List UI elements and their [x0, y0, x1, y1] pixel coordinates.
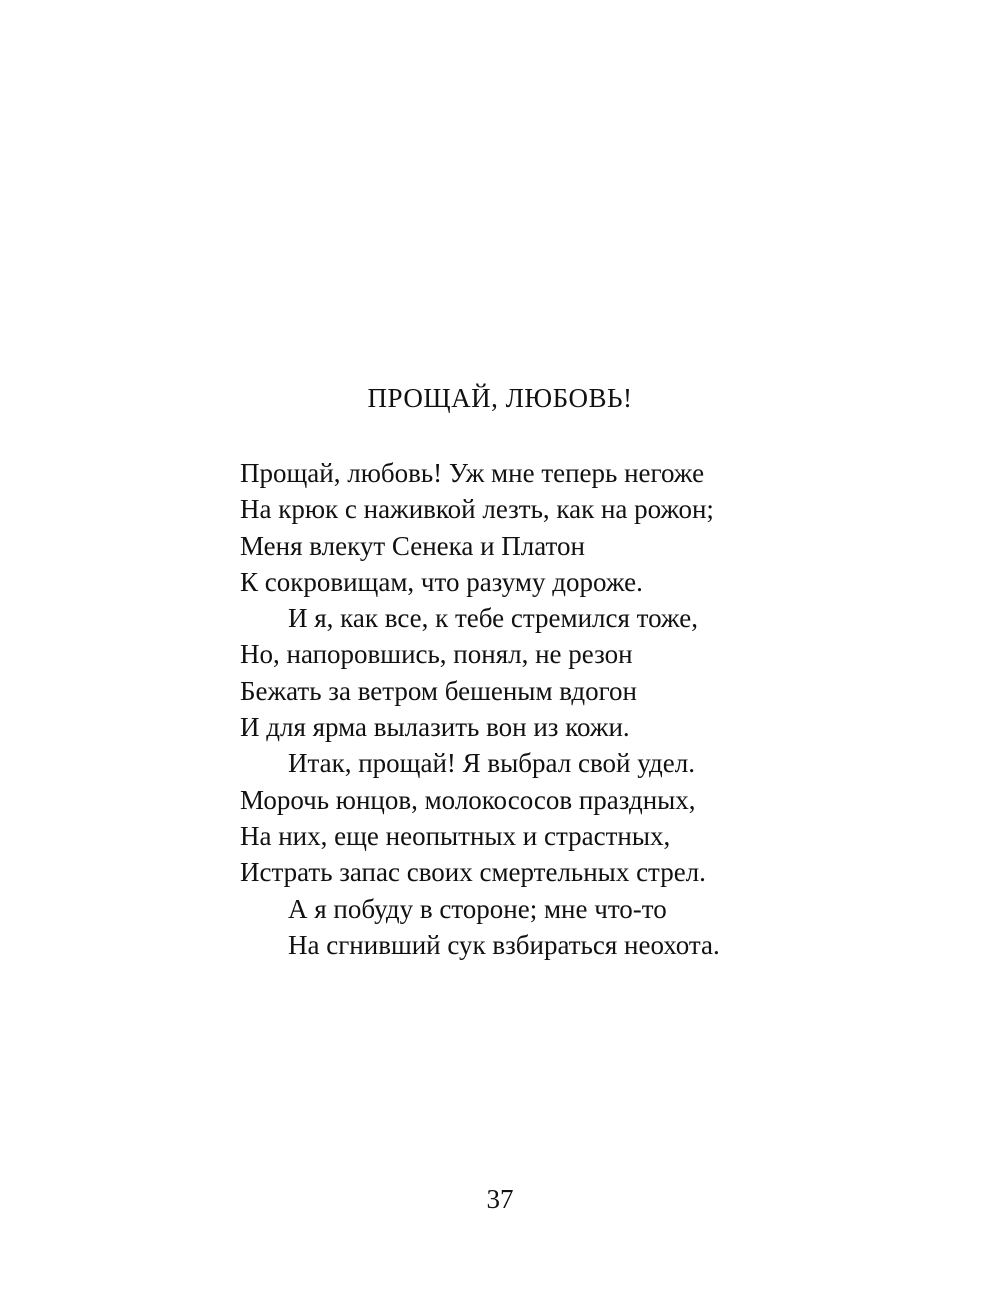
poem-line: К сокровищам, что разуму дороже. [240, 566, 643, 597]
poem-body [240, 455, 860, 963]
poem-title: ПРОЩАЙ, ЛЮБОВЬ! [367, 383, 633, 413]
poem-line: На крюк с наживкой лезть, как на рожон; [240, 494, 714, 525]
page-number: 37 [486, 1184, 514, 1214]
poem-line: И я, как все, к тебе стремился тоже, [288, 603, 698, 634]
poem-line: Истрать запас своих смертельных стрел. [240, 857, 706, 888]
poem-line: А я побуду в стороне; мне что-то [288, 893, 667, 924]
poem-line: И для ярма вылазить вон из кожи. [240, 712, 630, 743]
poem-line: Морочь юнцов, молокососов праздных, [240, 784, 696, 815]
poem-line: Бежать за ветром бешеным вдогон [240, 675, 637, 706]
poem-line: Прощай, любовь! Уж мне теперь негоже [240, 458, 705, 488]
poem-line: На них, еще неопытных и страстных, [240, 820, 671, 851]
poem-line: Меня влекут Сенека и Платон [240, 530, 585, 561]
poem-line: Итак, прощай! Я выбрал свой удел. [288, 748, 695, 779]
poem-line: На сгнивший сук взбираться неохота. [288, 929, 720, 960]
poem-line: Но, напоровшись, понял, не резон [240, 639, 633, 670]
